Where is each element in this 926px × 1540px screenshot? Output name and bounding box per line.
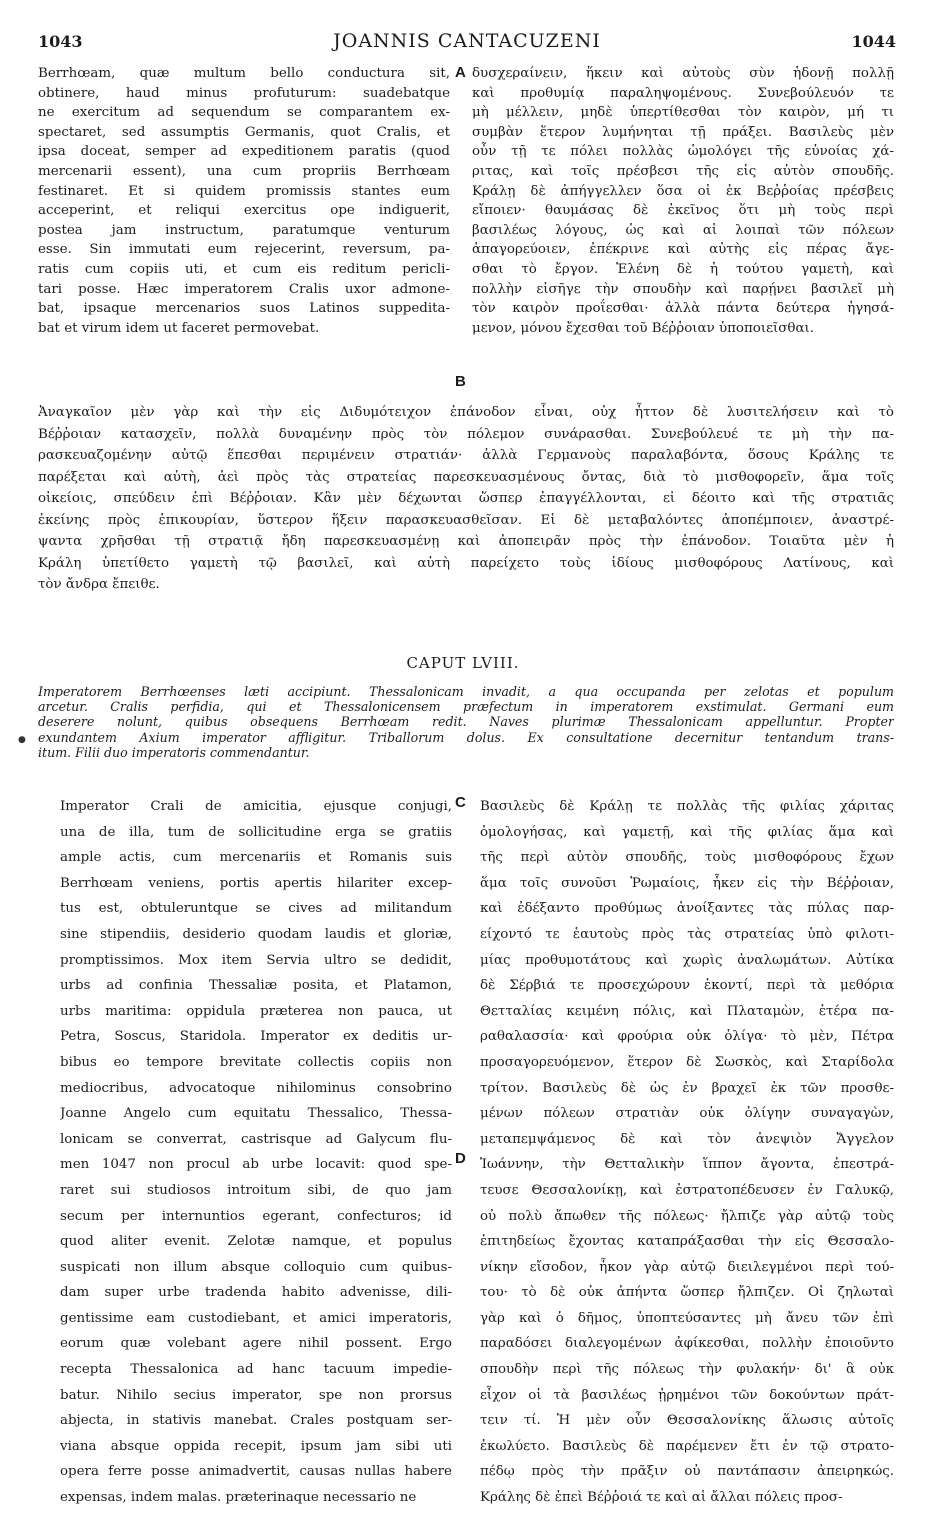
text-line: acceperint, et reliqui exercitus ope indiguerit, (38, 203, 450, 219)
text-line: ἐκωλύετο. Βασιλεὺς δὲ παρέμενεν ἔτι ἐν τῷ στρατο- (480, 1438, 894, 1454)
text-line: Petra, Soscus, Staridola. Imperator ex deditis ur- (60, 1029, 452, 1045)
text-line: esse. Sin immutati eum rejecerint, reversum, pa- (38, 242, 450, 258)
text-line: tari posse. Hæc imperatorem Cralis uxor admone- (38, 281, 450, 297)
bottom-latin-column (60, 794, 452, 1511)
top-greek-column (472, 64, 894, 338)
text-line: καὶ προθυμίᾳ παραληψομένους. Συνεβούλευόν τε (472, 85, 894, 101)
text-line: τευσε Θεσσαλονίκῃ, καὶ ἐστρατοπέδευσεν ἐν Γαλυκῷ, (480, 1182, 894, 1198)
text-line: ὁμολογήσας, καὶ γαμετῇ, καὶ τῆς φιλίας ἅμα καὶ (480, 824, 894, 840)
text-line: ne exercitum ad sequendum se comparantem ex- (38, 105, 450, 121)
text-line: Βέῤῥοιαν κατασχεῖν, πολλὰ δυναμένην πρὸς τὸν πόλεμον συνάρασθαι. Συνεβούλευέ τε μὴ τὴν πα- (38, 426, 894, 442)
summary-line: deserere nolunt, quibus obsequens Berrhœam redit. Naves plurimæ Thessalonicam appelluntur. Propter (38, 714, 894, 730)
text-line: είχοντό τε ἑαυτοὺς πρὸς τὰς στρατείας ὑπὸ φιλοτι- (480, 926, 894, 942)
text-line: tus est, obtuleruntque se cives ad militandum (60, 901, 452, 917)
text-line: abjecta, in stativis manebat. Crales postquam ser- (60, 1413, 452, 1429)
text-line: μένων πόλεων στρατιὰν οὐκ ὀλίγην συναγαγὼν, (480, 1106, 894, 1122)
text-line: μεταπεμψάμενος δὲ καὶ τὸν ἀνεψιὸν Ἄγγελον (480, 1131, 894, 1147)
text-line: Berrhœam veniens, portis apertis hilariter excep- (60, 875, 452, 891)
running-title: JOANNIS CANTACUZENI (333, 30, 601, 52)
text-line: δυσχεραίνειν, ἥκειν καὶ αὐτοὺς σὺν ἡδονῇ πολλῇ (472, 66, 894, 81)
text-line: ample actis, cum mercenariis et Romanis suis (60, 850, 452, 866)
text-line: promptissimos. Mox item Servia ultro se dedidit, (60, 952, 452, 968)
text-line: ἀπαγορεύοιεν, ἐπέκρινε καὶ αὐτὴς εἰς πέρας ἄγε- (472, 242, 894, 258)
text-line: τειν τί. Ἡ μὲν οὖν Θεσσαλονίκης ἅλωσις αὐτοῖς (480, 1413, 894, 1429)
text-line: συμβὰν ἕτερον λυμήνηται τῇ πράξει. Βασιλεὺς μὲν (472, 124, 894, 140)
text-line: raret sui studiosos introitum sibi, de quo jam (60, 1182, 452, 1198)
margin-letter-b: B (455, 373, 466, 390)
text-line: Joanne Angelo cum equitatu Thessalico, Thessa- (60, 1106, 452, 1122)
text-line: secum per internuntios egerant, confecturos; id (60, 1208, 452, 1224)
text-line: suspicati non illum absque colloquio cum quibus- (60, 1259, 452, 1275)
text-line: μὴ μέλλειν, μηδὲ ὑπερτίθεσθαι τὸν καιρὸν, μή τι (472, 105, 894, 121)
text-line: σπουδὴν περὶ τῆς πόλεως τὴν φυλακήν· δι' ἃ οὐκ (480, 1362, 894, 1378)
text-line: opera ferre posse animadvertit, causas nullas habere (60, 1464, 452, 1480)
text-line: ἐπιτηδείως ἔχοντας καταπράξασθαι τὴν εἰς Θεσσαλο- (480, 1234, 894, 1250)
text-line: men 1047 non procul ab urbe locavit: quod spe- (60, 1157, 452, 1173)
text-line: μίας προθυμοτάτους καὶ χωρὶς ἀναλωμάτων. Αὐτίκα (480, 952, 894, 968)
text-line: οὖν τῇ τε πόλει πολλὰς ὡμολόγει τῆς εὐνοίας χά- (472, 144, 894, 160)
text-line: μενον, μόνου ἔχεσθαι τοῦ Βέῤῥοιαν ὑποποιεῖσθαι. (472, 320, 815, 336)
text-line: πολλὴν εἰσῆγε τὴν σπουδὴν καὶ παρῄνει βασιλεῖ μὴ (472, 281, 894, 297)
margin-letter-d: D (455, 1150, 466, 1167)
text-line: Κράλη ὑπετίθετο γαμετὴ τῷ βασιλεῖ, καὶ αὐτὴ παρείχετο τοὺς ἰδίους μισθοφόρους Λατίνους, καὶ (38, 555, 894, 571)
text-line: expensas, indem malas. præterinaque necessario ne (60, 1490, 417, 1506)
chapter-heading: CAPUT LVIII. (406, 654, 520, 672)
text-line: οὐ πολὺ ἄπωθεν τῆς πόλεως· ἤλπιζε γὰρ αὐτῷ τοὺς (480, 1208, 894, 1224)
text-line: ριτας, καὶ τοῖς πρέσβεσι τῆς εἰς αὐτὸν σπουδῆς. (472, 163, 894, 179)
text-line: τρίτον. Βασιλεὺς δὲ ὡς ἐν βραχεῖ ἐκ τῶν προσθε- (480, 1080, 894, 1096)
text-line: mediocribus, advocatoque nihilominus consobrino (60, 1080, 452, 1096)
margin-letter-a: A (455, 64, 466, 81)
text-line: Berrhœam, quæ multum bello conductura sit, (38, 66, 450, 81)
text-line: Imperator Crali de amicitia, ejusque conjugi, (60, 799, 452, 814)
text-line: πέδῳ πρὸς τὴν πρᾶξιν οὐ παντάπασιν ἀπειρηκώς. (480, 1464, 894, 1480)
text-line: una de illa, tum de sollicitudine erga se gratiis (60, 824, 452, 840)
text-line: bibus eo tempore brevitate collectis copiis non (60, 1054, 452, 1070)
page-number-right: 1044 (851, 32, 896, 51)
text-line: gentissime eam custodiebant, et amici imperatoris, (60, 1310, 452, 1326)
text-line: sine stipendiis, desiderio quodam laudis et gloriæ, (60, 926, 452, 942)
text-line: τὸν ἄνδρα ἔπειθε. (38, 577, 160, 592)
text-line: δὲ Σέρβιά τε προσεχώρουν ἑκοντί, περὶ τὰ μεθόρια (480, 978, 894, 994)
text-line: νίκην εἴσοδον, ἧκον γὰρ αὐτῷ διειλεγμένοι περὶ τού- (480, 1259, 894, 1275)
text-line: Κράλῃ δὲ ἀπήγγελλεν ὅσα οἱ ἐκ Βεῤῥοίας πρέσβεις (472, 183, 894, 199)
text-line: bat et virum idem ut faceret permovebat. (38, 320, 320, 336)
summary-line: Imperatorem Berrhœenses læti accipiunt. Thessalonicam invadit, a qua occupanda per zelotas et populum (38, 684, 894, 699)
text-line: bat, ipsaque mercenarios suos Latinos suppedita- (38, 301, 450, 317)
text-line: οἰκείοις, σπεύδειν ἐπὶ Βέῤῥοιαν. Κἂν μὲν δέχωνται ὥσπερ ἐπαγγέλλονται, εἰ δέοιτο καὶ τῆς στρατιᾶς (38, 491, 894, 506)
text-line: γὰρ καὶ ὁ δῆμος, ὑποπτεύσαντες μὴ ἄνευ τῶν ἐπὶ (480, 1310, 894, 1326)
text-line: τὸν καιρὸν προΐεσθαι· ἀλλὰ πάντα δεύτερα ἡγησά- (472, 301, 894, 317)
text-line: recepta Thessalonica ad hanc tacuum impedie- (60, 1362, 452, 1378)
text-line: Ἰωάννην, τὴν Θετταλικὴν ἵππον ἄγοντα, ἐπεστρά- (480, 1157, 894, 1173)
text-line: εἶχον οἱ τὰ βασιλέως ᾑρημένοι τῶν δοκούντων πράτ- (480, 1387, 894, 1403)
summary-line: exundantem Axium imperator affligitur. Triballorum dolus. Ex consultatione decernitur tentandum trans- (38, 729, 894, 745)
text-line: obtinere, haud minus profuturum: suadebatque (38, 85, 450, 101)
text-line: βασιλέως λόγους, ὡς καὶ αἱ λοιπαὶ τῶν πόλεων (472, 222, 894, 238)
text-line: mercenarii essent), una cum propriis Berrhœam (38, 163, 450, 179)
bottom-greek-column (480, 794, 894, 1511)
text-line: postea jam instructum, paratumque venturum (38, 222, 450, 238)
margin-letter-c: C (455, 794, 466, 811)
text-line: Ἀναγκαῖον μὲν γὰρ καὶ τὴν εἰς Διδυμότειχον ἐπάνοδον εἶναι, οὐχ ἧττον δὲ λυσιτελήσειν καὶ τὸ (38, 405, 894, 420)
text-line: ραθαλασσία· καὶ φρούρια οὐκ ὀλίγα· τὸ μὲν, Πέτρα (480, 1029, 894, 1045)
text-line: Θετταλίας κειμένη πόλις, καὶ Πλαταμὼν, ἑτέρα πα- (480, 1003, 894, 1019)
text-line: ψαντα χρῆσθαι τῇ στρατιᾷ ἤδη παρεσκευασμένῃ καὶ ἀποπειρᾶν πρὸς τὴν ἐπάνοδον. Τοιαῦτα μὲν ἡ (38, 534, 894, 549)
text-line: batur. Nihilo secius imperator, spe non prorsus (60, 1387, 452, 1403)
summary-line: itum. Filii duo imperatoris commendantur. (38, 744, 310, 760)
chapter-summary (38, 684, 894, 760)
text-line: ἅμα τοῖς συνοῦσι Ῥωμαίοις, ἧκεν εἰς τὴν Βέῤῥοιαν, (480, 875, 894, 891)
text-line: ρασκευαζομένην αὐτῷ ἕπεσθαι περιμένειν στρατιάν· ἀλλὰ Γερμανοὺς παραλαβόντα, ὅσους Κράλης τε (38, 448, 894, 463)
text-line: προσαγορευόμενον, ἕτερον δὲ Σωσκὸς, καὶ Σταρίδολα (480, 1054, 894, 1070)
text-line: urbs ad confinia Thessaliæ posita, et Platamon, (60, 978, 452, 994)
text-line: παραδόσει διαλεγομένων ἀφίκεσθαι, πολλὴν ἐποιοῦντο (480, 1336, 894, 1352)
text-line: urbs maritima: oppidula præterea non pauca, ut (60, 1003, 452, 1019)
text-line: festinaret. Et si quidem promissis stantes eum (38, 183, 450, 199)
text-line: παρέξεται καὶ αὐτὴ, ἀεὶ πρὸς τὰς στρατείας παρεσκευασμένους ὄντας, διὰ τὸ μισθοφορεῖν, ἅμα τοῖς (38, 469, 894, 485)
text-line: spectaret, sed assumptis Germanis, quot Cralis, et (38, 124, 450, 140)
text-line: ratis cum copiis uti, et cum eis reditum pericli- (38, 261, 450, 277)
page-number-left: 1043 (38, 32, 83, 51)
summary-line: arcetur. Cralis perfidia, qui et Thessalonicensem præfectum in imperatorem exstimulat. Germani eum (38, 699, 894, 715)
text-line: του· τὸ δὲ οὐκ ἀπήντα ὥσπερ ἤλπιζεν. Οἱ ζηλωταὶ (480, 1285, 894, 1301)
top-latin-column (38, 64, 450, 338)
text-line: viana absque oppida recepit, ipsum jam sibi uti (60, 1438, 452, 1454)
full-width-greek-text (38, 402, 894, 596)
page-header (38, 28, 896, 52)
text-line: τῆς περὶ αὐτὸν σπουδῆς, τοὺς μισθοφόρους ἔχων (480, 850, 894, 866)
text-line: quod aliter evenit. Zelotæ namque, et populus (60, 1234, 452, 1250)
text-line: σθαι τὸ ἔργον. Ἑλένη δὲ ἡ τούτου γαμετὴ, καὶ (472, 261, 894, 277)
text-line: ἐκείνης πρὸς ἐπικουρίαν, ὕστερον ἥξειν παρασκευασθεῖσαν. Εἰ δὲ μεταβαλόντες ἀποπέμποιεν, ἀναστρέ- (38, 512, 894, 528)
text-line: eorum quæ volebant agere nihil possent. Ergo (60, 1336, 452, 1352)
text-line: καὶ ἐδέξαντο προθύμως ἀνοίξαντες τὰς πύλας παρ- (480, 901, 894, 917)
text-line: ipsa doceat, semper ad expeditionem paratis (quod (38, 144, 450, 160)
margin-bullet-icon: ● (18, 735, 26, 745)
text-line: εἴποιεν· θαυμάσας δὲ ἐκεῖνος ὅτι μὴ τοὺς περὶ (472, 203, 894, 219)
text-line: dam super urbe tradenda habito advenisse, dili- (60, 1285, 452, 1301)
text-line: Βασιλεὺς δὲ Κράλῃ τε πολλὰς τῆς φιλίας χάριτας (480, 799, 894, 814)
text-line: lonicam se converrat, castrisque ad Galycum flu- (60, 1131, 452, 1147)
text-line: Κράλης δὲ ἐπεὶ Βέῤῥοιά τε καὶ αἱ ἄλλαι πόλεις προσ- (480, 1490, 843, 1506)
